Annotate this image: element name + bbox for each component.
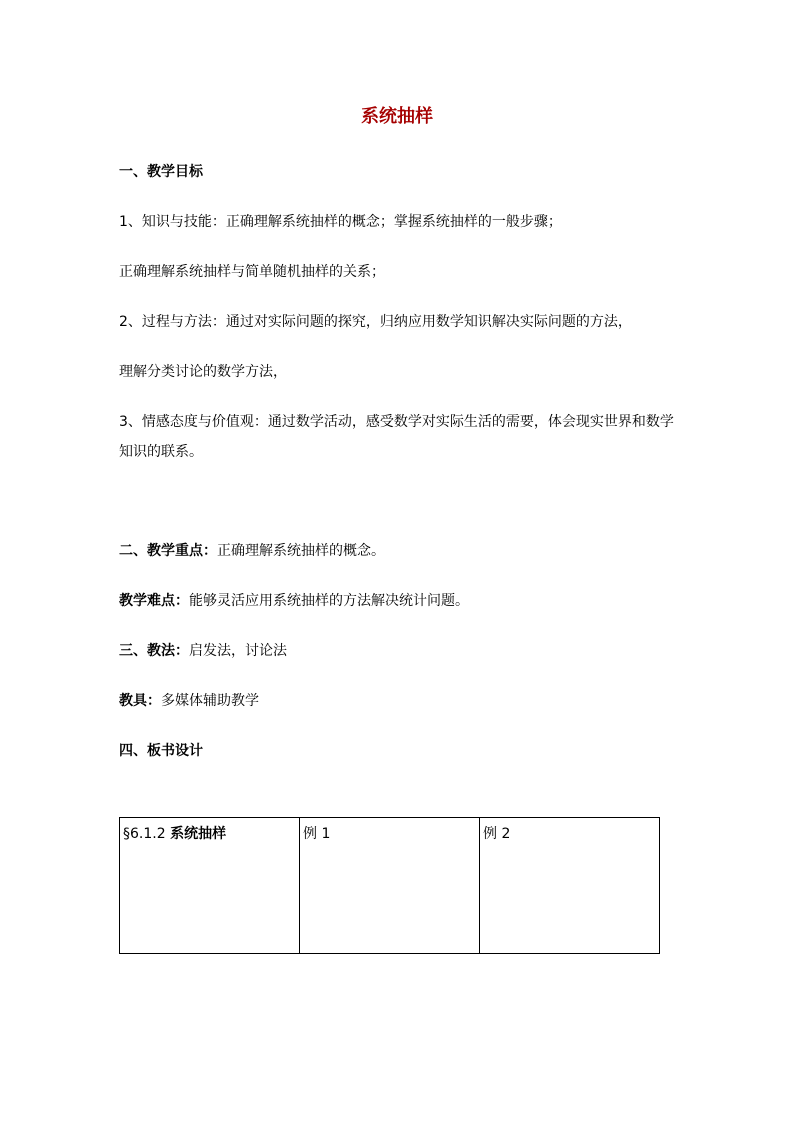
table-row: [120, 818, 660, 954]
objective-process-line1: 2、过程与方法：通过对实际问题的探究，归纳应用数学知识解决实际问题的方法，: [119, 314, 632, 330]
teaching-difficulty-text: 能够灵活应用系统抽样的方法解决统计问题。: [189, 593, 469, 609]
teaching-difficulty-label: 教学难点：: [119, 593, 189, 609]
board-cell-topic: [120, 818, 300, 954]
objective-knowledge-line2: 正确理解系统抽样与简单随机抽样的关系；: [119, 264, 385, 280]
board-cell-example1: 例 1: [300, 818, 480, 954]
document-title: 系统抽样: [361, 106, 433, 127]
teaching-tools: [119, 691, 259, 711]
board-cell-example2: 例 2: [480, 818, 660, 954]
teaching-tools-label: 教具：: [119, 693, 161, 709]
teaching-method-label: 三、教法：: [119, 643, 189, 659]
section-heading-objectives: 一、教学目标: [119, 164, 203, 180]
teaching-tools-text: 多媒体辅助教学: [161, 693, 259, 709]
teaching-focus-text: 正确理解系统抽样的概念。: [217, 543, 385, 559]
teaching-difficulty: [119, 591, 469, 611]
section-heading-board-design: 四、板书设计: [119, 743, 203, 759]
teaching-focus-label: 二、教学重点：: [119, 543, 217, 559]
board-cell-topic-title: 系统抽样: [170, 826, 227, 842]
objective-knowledge-line1: 1、知识与技能：正确理解系统抽样的概念；掌握系统抽样的一般步骤；: [119, 214, 562, 230]
board-cell-topic-number: §6.1.2: [123, 826, 171, 842]
teaching-method-text: 启发法，讨论法: [189, 643, 287, 659]
teaching-method: [119, 641, 287, 661]
board-design-table: [119, 817, 660, 954]
teaching-focus: [119, 541, 385, 561]
objective-process-line2: 理解分类讨论的数学方法，: [119, 364, 287, 380]
objective-attitude: 3、情感态度与价值观：通过数学活动，感受数学对实际生活的需要，体会现实世界和数学知识的联系。: [119, 414, 674, 460]
